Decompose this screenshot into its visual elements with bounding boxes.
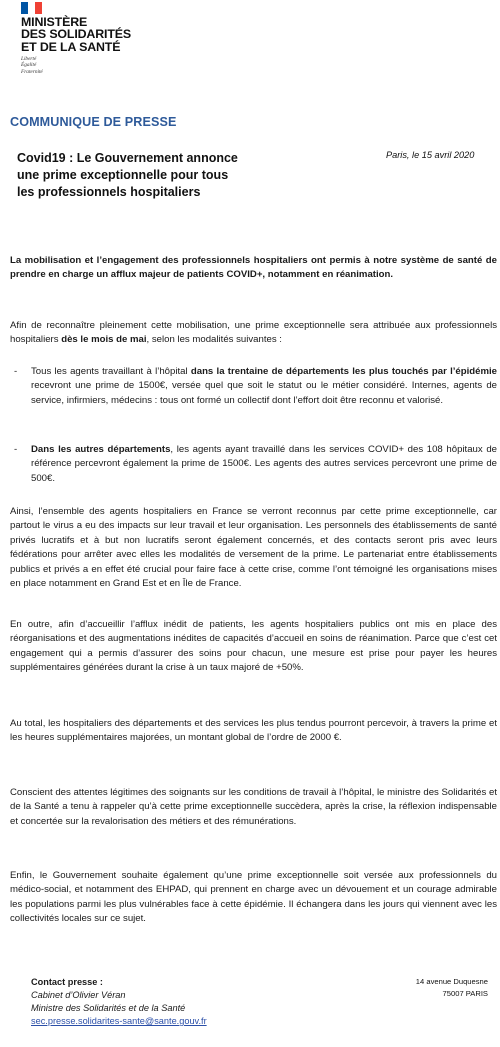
bullet-dash-1: - — [14, 366, 18, 377]
paragraph-au-total-text: Au total, les hospitaliers des départements et des services les plus tendus pourront percevoir, à travers la prime et les heures supplémentaires majorées, un montant global de l’ordre de 2000 €. — [10, 718, 497, 744]
bullet-dash-2: - — [14, 444, 18, 455]
motto-egalite: Égalité — [21, 62, 37, 69]
p1-before: Afin de reconnaître pleinement cette mobilisation, une prime exceptionnelle sera attribuée aux professionnels hospitaliers — [10, 320, 497, 346]
motto-fraternite: Fraternité — [21, 68, 43, 75]
bullet-2-after: , les agents ayant travaillé dans les services COVID+ des 108 hôpitaux de référence percevront également la prime de 1500€. Les agents des autres services percevront une prime de 500€. — [31, 444, 497, 484]
paragraph-conscient — [10, 786, 497, 829]
address-street: 14 avenue Duquesne — [415, 977, 488, 986]
flag-red-stripe — [35, 2, 42, 14]
contact-email-link[interactable]: sec.presse.solidarites-sante@sante.gouv.fr — [31, 1016, 207, 1026]
paragraph-ensemble — [10, 505, 497, 591]
paragraph-conscient-text: Conscient des attentes légitimes des soignants sur les conditions de travail à l’hôpital, le ministre des Solidarités et de la Santé a tenu à rappeler qu’à cette prime exceptionnelle succèdera, après la crise, la réflexion indispensable et concertée sur la revalorisation des métiers et des rémunérations. — [10, 787, 497, 827]
lead-text: La mobilisation et l’engagement des professionnels hospitaliers ont permis à notre système de santé de prendre en charge un afflux majeur de patients COVID+, notamment en réanimation. — [10, 255, 497, 281]
headline-line-1: Covid19 : Le Gouvernement annonce — [17, 151, 238, 165]
paragraph-au-total — [10, 717, 497, 746]
paragraph-enfin-text: Enfin, le Gouvernement souhaite également qu’une prime exceptionnelle soit versée aux professionnels du médico-social, et notamment des EHPAD, qui prennent en charge avec un dévouement et un courage admirable les populations parmi les plus vulnérables face à cette épidémie. Il échangera dans les jours qui viennent avec les collectivités locales sur ce sujet. — [10, 870, 497, 925]
press-contact — [31, 976, 207, 1028]
headline-line-3: les professionnels hospitaliers — [17, 185, 201, 199]
motto-liberte: Liberté — [21, 56, 37, 63]
paragraph-enfin — [10, 869, 497, 927]
contact-cabinet: Cabinet d’Olivier Véran — [31, 990, 126, 1000]
flag-white-stripe — [28, 2, 35, 14]
ministry-line-2: DES SOLIDARITÉS — [21, 27, 131, 42]
paragraph-modalites-text — [10, 319, 497, 348]
headline-line-2: une prime exceptionnelle pour tous — [17, 168, 229, 182]
paragraph-modalites — [10, 319, 497, 348]
dateline: Paris, le 15 avril 2020 — [386, 150, 475, 160]
bullet-2-bold: Dans les autres départements — [31, 444, 171, 455]
paragraph-ensemble-text: Ainsi, l’ensemble des agents hospitaliers en France se verront reconnus par cette prime exceptionnelle, car partout le virus a eu des impacts sur leur travail et leur organisation. Les personnels des établissements de santé privés lucratifs et à but non lucratifs seront également concernés, et des contacts seront pris avec leurs fédérations pour arrêter avec elles les modalités de versement de la prime. Le partenariat entre établissements publics et privés a en effet été crucial pour faire face à cette crise, comme l’ont témoigné les organisations mises en place notamment en Grand Est et en Île de France. — [10, 506, 497, 590]
bullet-1-bold: dans la trentaine de départements les plus touchés par l’épidémie — [190, 366, 497, 377]
republic-motto — [21, 56, 131, 75]
bullet-1-after: recevront une prime de 1500€, versée quel que soit le statut ou le métier considéré. Internes, agents de service, infirmiers, médecins : tous ont formé un collectif dont l’effort doit être reconnu et valorisé. — [31, 380, 497, 406]
contact-label: Contact presse : — [31, 977, 103, 987]
bullet-item-2 — [14, 443, 497, 486]
contact-minister-title: Ministre des Solidarités et de la Santé — [31, 1003, 186, 1013]
paragraph-en-outre-text: En outre, afin d’accueillir l’afflux inédit de patients, les agents hospitaliers publics ont mis en place des réorganisations et des augmentations inédites de capacités d’accueil en soins de réanimation. Parce que c’est cet engagement qui a permis d’assurer des soins pour chacun, une mesure est prise pour payer les heures supplémentaires générées durant la crise à un taux majoré de +50%. — [10, 619, 497, 674]
headline — [17, 150, 272, 201]
ministry-line-3: ET DE LA SANTÉ — [21, 39, 121, 54]
lead-paragraph — [10, 254, 497, 283]
bullet-item-1 — [14, 365, 497, 408]
ministry-line-1: MINISTÈRE — [21, 15, 88, 29]
flag-blue-stripe — [21, 2, 28, 14]
p1-after: , selon les modalités suivantes : — [146, 334, 282, 346]
address-city: 75007 PARIS — [442, 989, 488, 998]
p1-bold: dès le mois de mai — [61, 334, 147, 346]
communique-label: COMMUNIQUE DE PRESSE — [10, 115, 177, 129]
bullet-1-before: Tous les agents travaillant à l’hôpital — [31, 366, 191, 377]
postal-address — [416, 976, 488, 1000]
ministry-logo — [21, 2, 131, 75]
paragraph-en-outre — [10, 618, 497, 676]
ministry-name — [21, 16, 131, 53]
french-flag-icon — [21, 2, 42, 14]
